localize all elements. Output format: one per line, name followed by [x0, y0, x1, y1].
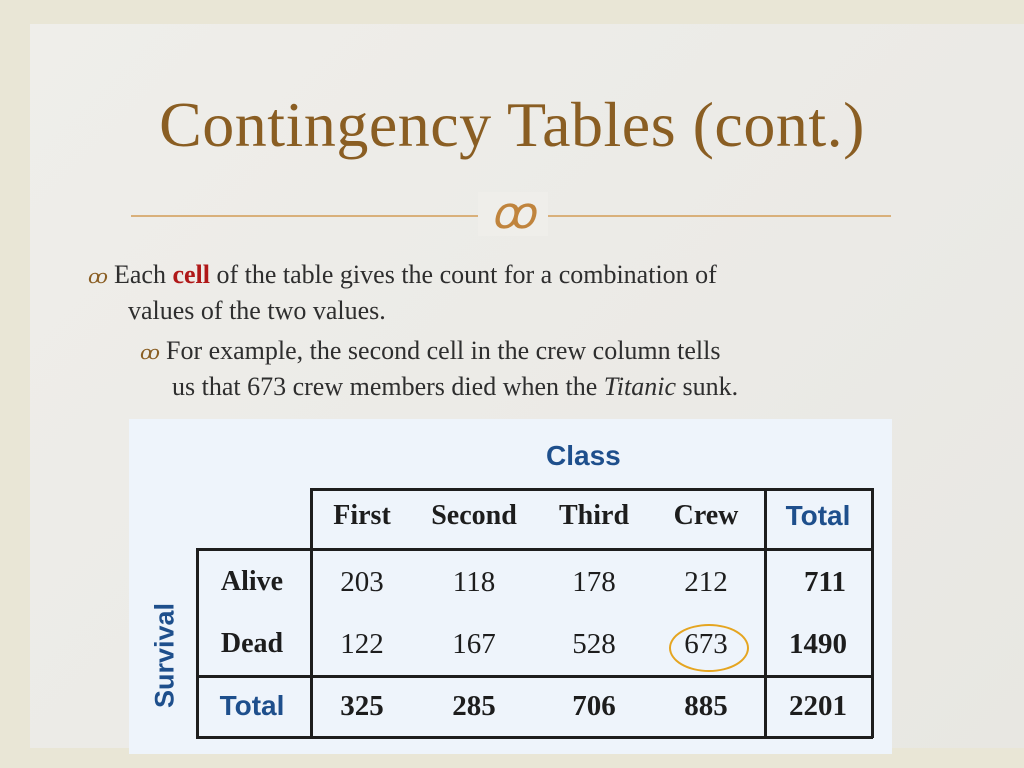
row-group-label: Survival: [149, 602, 180, 709]
totals-top-border: [196, 675, 873, 678]
bullet-level1: [88, 258, 938, 327]
bullet1-highlight-word: cell: [172, 260, 210, 289]
bullet1-text-before: Each: [113, 260, 173, 289]
column-header-first: First: [333, 500, 391, 531]
table-top-border: [310, 488, 873, 491]
cell-dead-first: 122: [340, 628, 384, 660]
cell-alive-second: 118: [452, 566, 496, 598]
highlight-circle: [669, 624, 749, 672]
column-header-total: Total: [785, 500, 851, 531]
bullet-level2: [140, 334, 930, 403]
ornament-icon: ꝏ: [478, 192, 548, 236]
row-label-alive: Alive: [220, 566, 284, 597]
header-bottom-border: [196, 548, 873, 551]
bullet1-line2: values of the two values.: [128, 296, 386, 325]
bullet2-text-after: sunk.: [676, 372, 739, 401]
bullet2-text-before: us that 673 crew members died when the: [172, 372, 604, 401]
cell-total-first: 325: [340, 690, 384, 722]
cell-dead-second: 167: [452, 628, 496, 660]
cell-alive-total: 711: [804, 566, 846, 598]
slide-title: Contingency Tables (cont.): [159, 89, 865, 160]
cell-total-crew: 885: [684, 690, 728, 722]
cell-alive-third: 178: [572, 566, 616, 598]
row-label-dead: Dead: [220, 628, 284, 659]
cell-alive-first: 203: [340, 566, 384, 598]
cell-grand-total: 2201: [789, 690, 847, 722]
column-group-label: Class: [546, 440, 621, 471]
column-header-third: Third: [558, 500, 630, 531]
table-bottom-border: [196, 736, 873, 739]
column-header-second: Second: [431, 500, 517, 531]
cell-alive-crew: 212: [684, 566, 728, 598]
row-label-total: Total: [219, 690, 285, 721]
bullet2-line2: [140, 370, 930, 403]
bullet-icon: ꝏ: [88, 266, 108, 288]
cell-total-second: 285: [452, 690, 496, 722]
column-header-crew: Crew: [673, 500, 739, 531]
cell-dead-total: 1490: [789, 628, 847, 660]
bullet2-line1: For example, the second cell in the crew column tells: [165, 336, 721, 365]
sub-bullet-icon: ꝏ: [140, 342, 160, 364]
cell-dead-crew: 673: [684, 628, 728, 660]
bullet1-text-after: of the table gives the count for a combination of: [209, 260, 717, 289]
cell-total-third: 706: [572, 690, 616, 722]
bullet2-italic-word: Titanic: [603, 372, 677, 401]
cell-dead-third: 528: [572, 628, 616, 660]
